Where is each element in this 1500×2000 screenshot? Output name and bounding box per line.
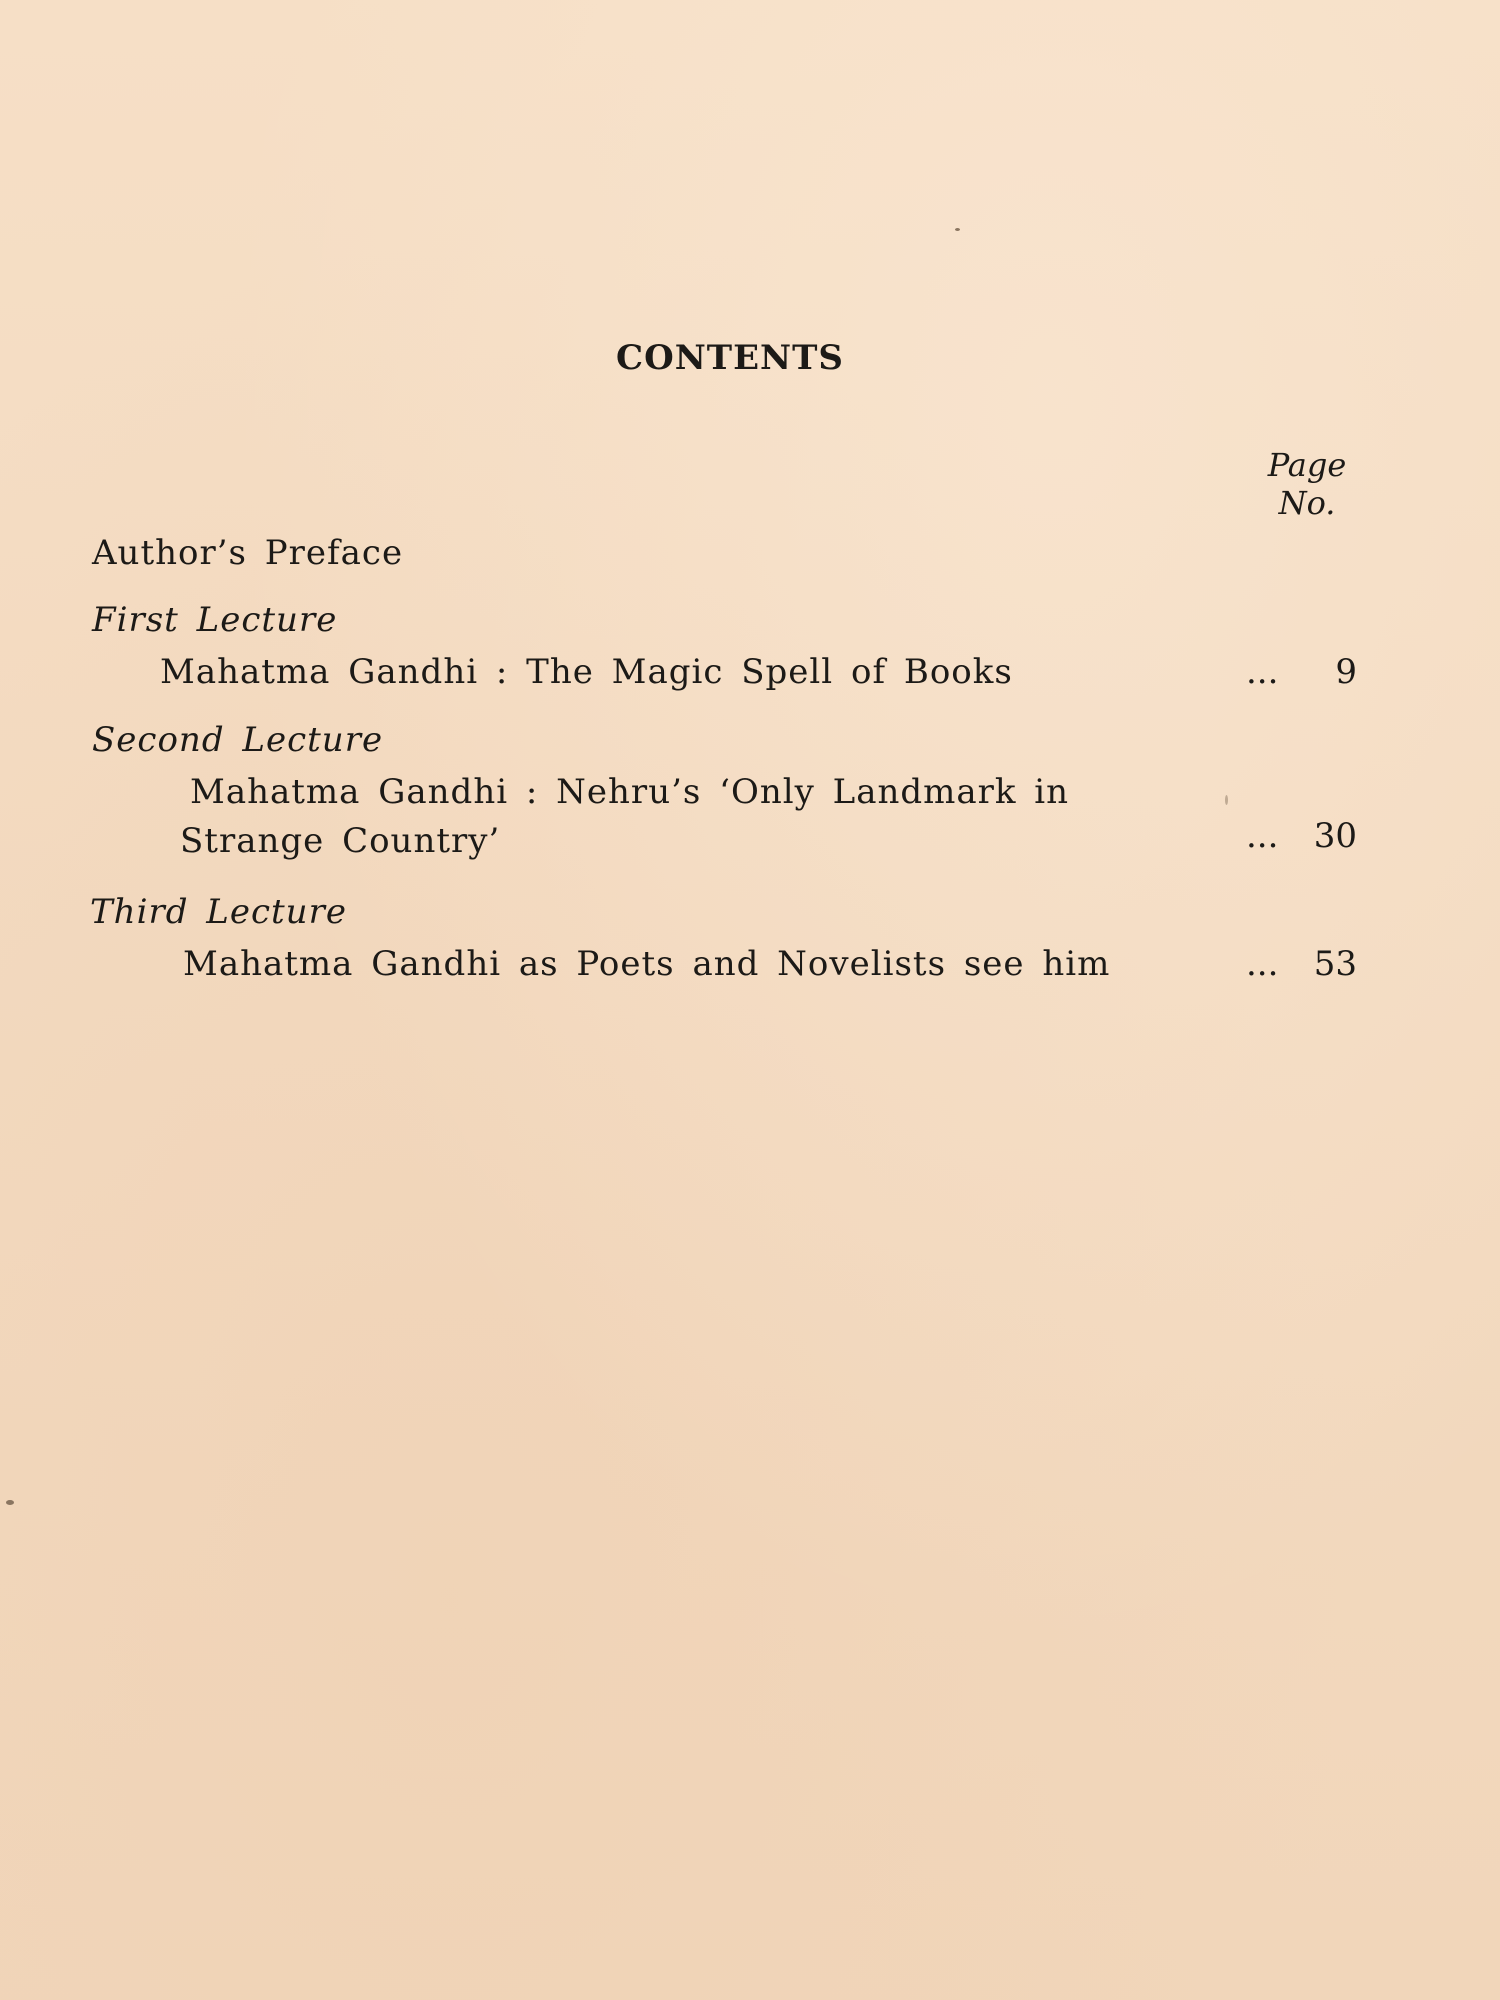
first-lecture-page-number: 9 bbox=[1335, 652, 1357, 692]
third-lecture-title: Mahatma Gandhi as Poets and Novelists see him bbox=[183, 944, 1111, 984]
first-lecture-leader: ... bbox=[1246, 652, 1279, 692]
second-lecture-title-line1: Mahatma Gandhi : Nehru’s ‘Only Landmark in bbox=[190, 772, 1070, 812]
third-lecture-label: Third Lecture bbox=[90, 892, 347, 932]
no-label: No. bbox=[1278, 484, 1336, 522]
preface-entry: Author’s Preface bbox=[92, 533, 404, 573]
paper-speck bbox=[1225, 795, 1228, 805]
first-lecture-title: Mahatma Gandhi : The Magic Spell of Books bbox=[160, 652, 1013, 692]
page-label: Page bbox=[1267, 446, 1347, 484]
second-lecture-title-line2: Strange Country’ bbox=[180, 821, 501, 861]
second-lecture-leader: ... bbox=[1246, 816, 1279, 856]
paper-speck bbox=[955, 228, 960, 231]
second-lecture-page-number: 30 bbox=[1313, 816, 1357, 856]
contents-heading: CONTENTS bbox=[616, 338, 844, 378]
third-lecture-page-number: 53 bbox=[1313, 944, 1357, 984]
page-number-column-label bbox=[1262, 446, 1352, 522]
second-lecture-label: Second Lecture bbox=[92, 720, 384, 760]
paper-speck bbox=[6, 1500, 14, 1505]
third-lecture-leader: ... bbox=[1246, 944, 1279, 984]
first-lecture-label: First Lecture bbox=[92, 600, 338, 640]
